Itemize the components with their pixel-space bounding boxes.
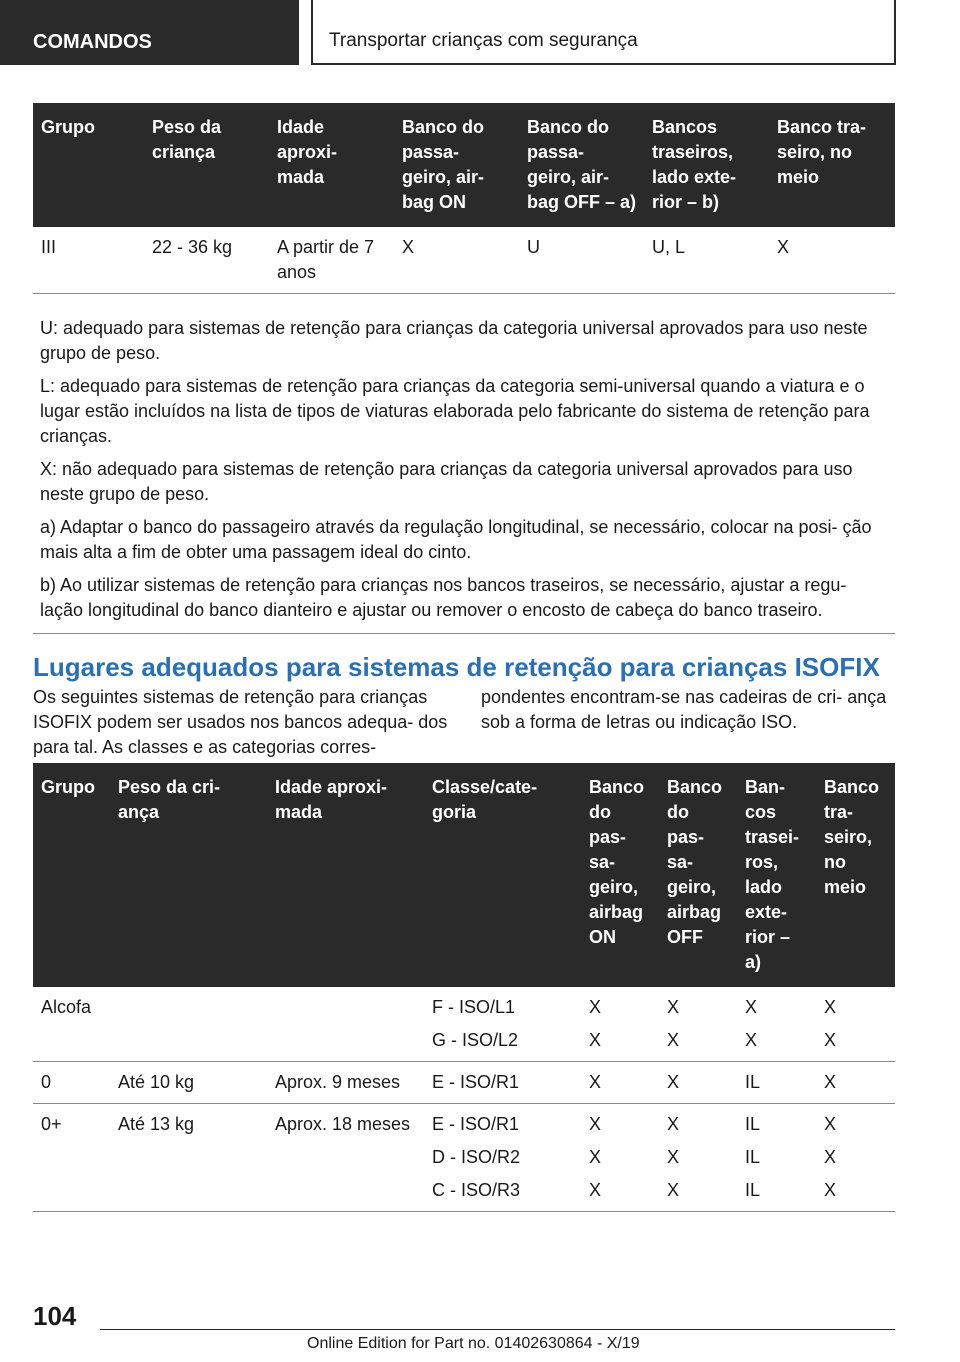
cell-age: Aprox. 9 meses	[267, 1062, 424, 1104]
cell-value: X	[745, 1030, 758, 1050]
cell-value: X	[667, 1114, 680, 1134]
cell-class	[424, 1062, 581, 1104]
cell-value: D - ISO/R2	[432, 1147, 521, 1167]
cell-rear-middle	[816, 987, 895, 1062]
cell-weight: 22 - 36 kg	[144, 227, 269, 294]
col-header: Peso da cri- ança	[110, 763, 267, 987]
cell-group: Alcofa	[33, 987, 110, 1062]
table-notes	[33, 309, 895, 634]
section-heading: Lugares adequados para sistemas de retenção para crianças ISOFIX	[33, 652, 880, 682]
note-l: L: adequado para sistemas de retenção para crianças da categoria semi-universal quando a viatura e o lugar estão incluídos na lista de tipos de viaturas elaborada pelo fabricante do sistema de retenção para crianças.	[40, 376, 870, 446]
table-row	[33, 227, 895, 294]
cell-value: X	[667, 1147, 680, 1167]
note-u: U: adequado para sistemas de retenção para crianças da categoria universal aprovados para uso neste grupo de peso.	[40, 318, 868, 363]
table-child-seats-universal	[33, 103, 895, 294]
cell-group: III	[33, 227, 144, 294]
cell-rear-outer: U, L	[644, 227, 769, 294]
col-header: Peso da criança	[144, 103, 269, 227]
cell-value: G - ISO/L2	[432, 1030, 519, 1050]
col-header: Ban- cos trasei- ros, lado exte- rior – a)	[737, 763, 816, 987]
cell-value: X	[824, 1147, 837, 1167]
footer-divider	[100, 1329, 895, 1330]
cell-airbag-off	[659, 1104, 737, 1212]
table-isofix	[33, 763, 895, 1212]
section-tab: COMANDOS	[0, 0, 299, 65]
cell-value: X	[589, 1180, 602, 1200]
body-text-column-1: Os seguintes sistemas de retenção para crianças ISOFIX podem ser usados nos bancos adequa- dos para tal. As classes e as categorias corres-	[33, 687, 448, 757]
cell-value: X	[667, 997, 680, 1017]
cell-rear-middle: X	[769, 227, 895, 294]
cell-value: X	[589, 997, 602, 1017]
cell-value: X	[824, 1030, 837, 1050]
cell-value: X	[824, 1072, 837, 1092]
cell-value: IL	[745, 1147, 761, 1167]
cell-rear-middle	[816, 1062, 895, 1104]
cell-rear-outer	[737, 987, 816, 1062]
cell-value: X	[745, 997, 758, 1017]
cell-value: X	[667, 1072, 680, 1092]
cell-value: IL	[745, 1180, 761, 1200]
col-header: Banco do passa- geiro, air- bag OFF – a)	[519, 103, 644, 227]
cell-value: X	[824, 1180, 837, 1200]
col-header: Bancos traseiros, lado exte- rior – b)	[644, 103, 769, 227]
cell-value: X	[589, 1030, 602, 1050]
cell-weight	[110, 987, 267, 1062]
table-row	[33, 1104, 895, 1212]
cell-airbag-on: X	[394, 227, 519, 294]
cell-value: X	[667, 1030, 680, 1050]
body-text-column-2: pondentes encontram-se nas cadeiras de cri- ança sob a forma de letras ou indicação ISO.	[481, 687, 887, 732]
note-b: b) Ao utilizar sistemas de retenção para crianças nos bancos traseiros, se necessário, ajustar a regu- lação longitudinal do banco dianteiro e ajustar ou remover o encosto de cabeça do banco traseiro.	[40, 575, 847, 620]
col-header: Banco do passa- geiro, air- bag ON	[394, 103, 519, 227]
cell-value: X	[589, 1147, 602, 1167]
col-header: Grupo	[33, 763, 110, 987]
table-header-row	[33, 103, 895, 227]
cell-class	[424, 1104, 581, 1212]
cell-age: Aprox. 18 meses	[267, 1104, 424, 1212]
col-header: Banco do pas- sa- geiro, airbag OFF	[659, 763, 737, 987]
cell-value: C - ISO/R3	[432, 1180, 521, 1200]
col-header: Banco do pas- sa- geiro, airbag ON	[581, 763, 659, 987]
cell-group: 0+	[33, 1104, 110, 1212]
cell-value: IL	[745, 1114, 761, 1134]
cell-value: E - ISO/R1	[432, 1114, 520, 1134]
cell-weight: Até 10 kg	[110, 1062, 267, 1104]
col-header: Classe/cate- goria	[424, 763, 581, 987]
cell-value: X	[824, 1114, 837, 1134]
table-row	[33, 1062, 895, 1104]
cell-age	[267, 987, 424, 1062]
cell-age: A partir de 7 anos	[269, 227, 394, 294]
note-a: a) Adaptar o banco do passageiro através da regulação longitudinal, se necessário, colocar na posi- ção mais alta a fim de obter uma passagem ideal do cinto.	[40, 517, 872, 562]
note-x: X: não adequado para sistemas de retenção para crianças da categoria universal aprovados para uso neste grupo de peso.	[40, 459, 853, 504]
cell-airbag-off	[659, 987, 737, 1062]
col-header: Idade aproxi- mada	[269, 103, 394, 227]
col-header: Banco tra- seiro, no meio	[816, 763, 895, 987]
cell-value: E - ISO/R1	[432, 1072, 520, 1092]
table-row	[33, 987, 895, 1062]
cell-rear-outer	[737, 1062, 816, 1104]
cell-rear-outer	[737, 1104, 816, 1212]
cell-class	[424, 987, 581, 1062]
cell-weight: Até 13 kg	[110, 1104, 267, 1212]
table-header-row	[33, 763, 895, 987]
col-header: Grupo	[33, 103, 144, 227]
cell-value: IL	[745, 1072, 761, 1092]
cell-airbag-on	[581, 1104, 659, 1212]
chapter-title: Transportar crianças com segurança	[311, 0, 896, 65]
page-number: 104	[33, 1301, 77, 1331]
cell-value: X	[824, 997, 837, 1017]
col-header: Idade aproxi- mada	[267, 763, 424, 987]
cell-rear-middle	[816, 1104, 895, 1212]
cell-group: 0	[33, 1062, 110, 1104]
cell-airbag-on	[581, 1062, 659, 1104]
col-header: Banco tra- seiro, no meio	[769, 103, 895, 227]
cell-value: X	[667, 1180, 680, 1200]
cell-airbag-on	[581, 987, 659, 1062]
cell-airbag-off: U	[519, 227, 644, 294]
cell-value: X	[589, 1072, 602, 1092]
cell-airbag-off	[659, 1062, 737, 1104]
cell-value: X	[589, 1114, 602, 1134]
footer-edition: Online Edition for Part no. 01402630864 - X/19	[307, 1335, 640, 1352]
cell-value: F - ISO/L1	[432, 997, 516, 1017]
